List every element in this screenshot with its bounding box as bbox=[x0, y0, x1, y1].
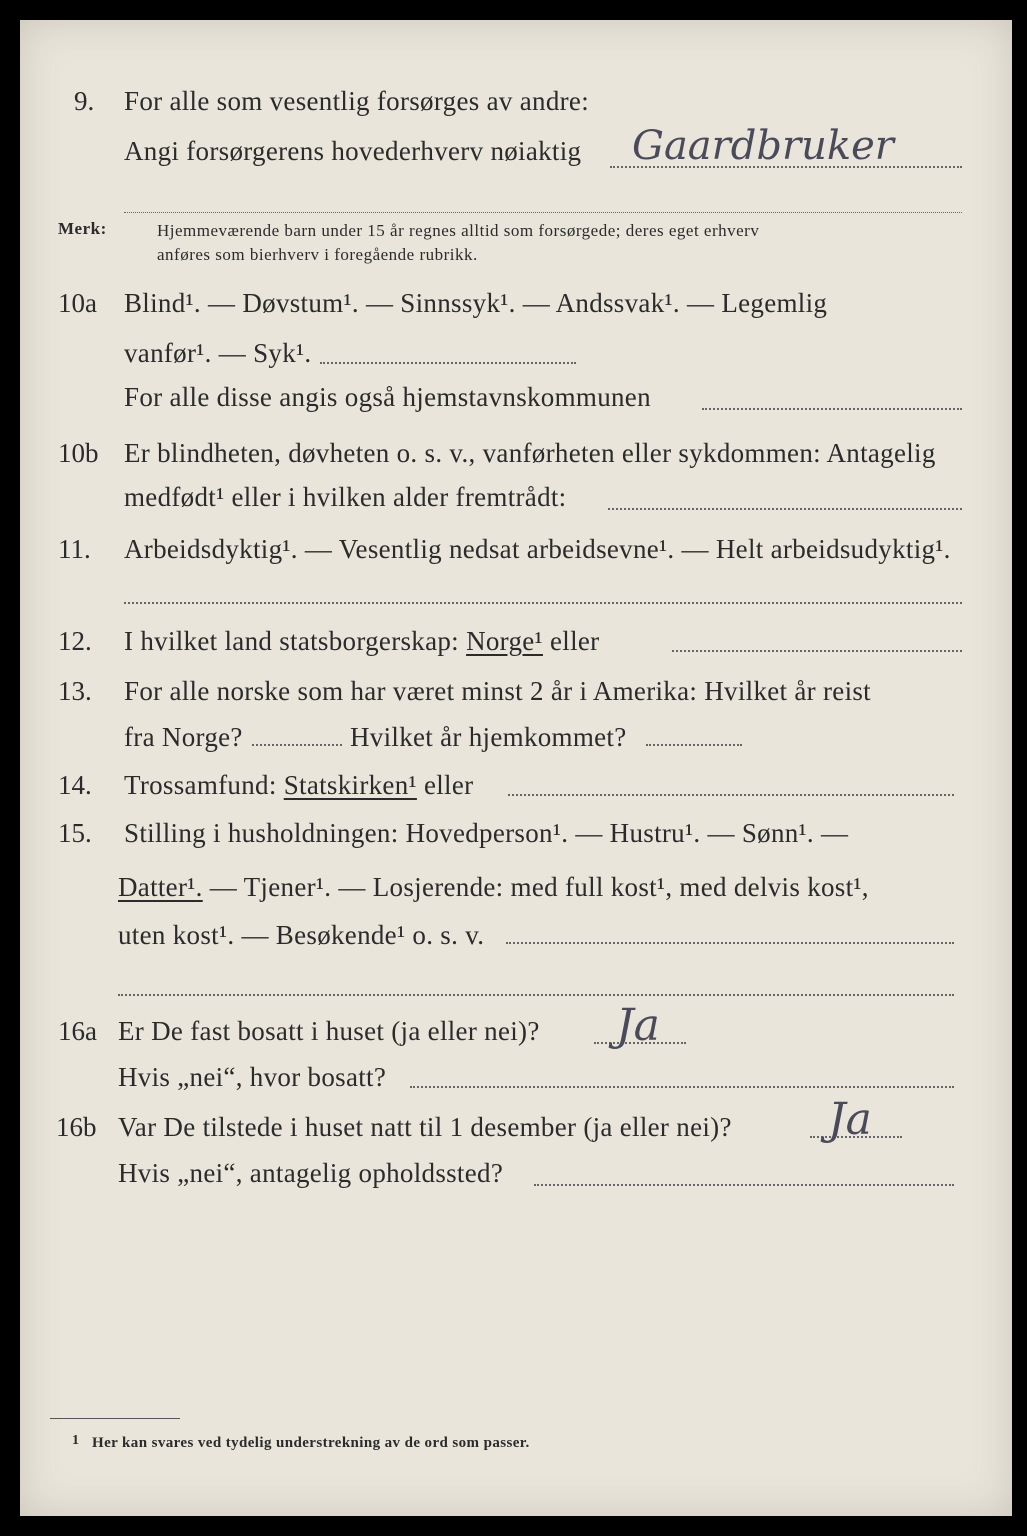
q13-number: 13. bbox=[58, 676, 92, 706]
footnote-text: Her kan svares ved tydelig understrekning av de ord som passer. bbox=[92, 1435, 530, 1451]
q16b-line1: Var De tilstede i huset natt til 1 desember (ja eller nei)? bbox=[118, 1112, 732, 1142]
q14-number: 14. bbox=[58, 770, 92, 800]
q9-handwritten-answer: Gaardbruker bbox=[632, 123, 894, 169]
q14-prefix: Trossamfund: bbox=[124, 770, 277, 800]
q15-datter-underlined: Datter¹. bbox=[118, 872, 203, 902]
q12-prefix: I hvilket land statsborgerskap: bbox=[124, 626, 459, 656]
q10a-line3: For alle disse angis også hjemstavnskommunen bbox=[124, 382, 651, 412]
q13-line2b: Hvilket år hjemkommet? bbox=[350, 722, 627, 752]
q13-line2a: fra Norge? bbox=[124, 722, 243, 752]
q12-norge-underlined: Norge¹ bbox=[466, 626, 543, 656]
q10b-answer-line bbox=[608, 508, 962, 510]
footnote-rule bbox=[50, 1418, 180, 1419]
q15-line3: uten kost¹. — Besøkende¹ o. s. v. bbox=[118, 920, 485, 950]
q10a-syk-line bbox=[320, 362, 576, 364]
q15-answer-line bbox=[506, 942, 954, 944]
separator-line bbox=[124, 212, 962, 213]
q14-line bbox=[124, 770, 473, 800]
q15-line1: Stilling i husholdningen: Hovedperson¹. — Hustru¹. — Sønn¹. — bbox=[124, 818, 849, 848]
q10a-line2: vanfør¹. — Syk¹. bbox=[124, 338, 312, 368]
q12-number: 12. bbox=[58, 626, 92, 656]
q12-line bbox=[124, 626, 599, 656]
q10b-number: 10b bbox=[58, 438, 99, 468]
q12-suffix: eller bbox=[550, 626, 600, 656]
census-form-page bbox=[20, 20, 1012, 1516]
q13-reist-line bbox=[252, 744, 342, 746]
q10a-number: 10a bbox=[58, 288, 97, 318]
q15-line2: — Tjener¹. — Losjerende: med full kost¹, med delvis kost¹, bbox=[209, 872, 869, 902]
q16a-line1: Er De fast bosatt i huset (ja eller nei)? bbox=[118, 1016, 540, 1046]
q16a-number: 16a bbox=[58, 1016, 97, 1046]
q9-text: For alle som vesentlig forsørges av andre: bbox=[124, 86, 589, 116]
q14-answer-line bbox=[508, 794, 954, 796]
q10b-line2: medfødt¹ eller i hvilken alder fremtrådt: bbox=[124, 482, 567, 512]
merk-line2: anføres som bierhverv i foregående rubrikk. bbox=[157, 245, 478, 264]
q11-line1: Arbeidsdyktig¹. — Vesentlig nedsat arbeidsevne¹. — Helt arbeidsudyktig¹. bbox=[124, 534, 951, 564]
q9-number: 9. bbox=[74, 86, 95, 116]
q9-line2: Angi forsørgerens hovederhverv nøiaktig bbox=[124, 136, 582, 166]
q14-statskirken-underlined: Statskirken¹ bbox=[283, 770, 417, 800]
q12-answer-line bbox=[672, 650, 962, 652]
q13-hjemkommet-line bbox=[646, 744, 742, 746]
q16a-line2: Hvis „nei“, hvor bosatt? bbox=[118, 1062, 387, 1092]
q15-number: 15. bbox=[58, 818, 92, 848]
footnote-mark: 1 bbox=[72, 1433, 80, 1448]
q15-extra-line bbox=[118, 994, 954, 996]
q16b-opholdssted-line bbox=[534, 1184, 954, 1186]
q16a-bosatt-line bbox=[410, 1086, 954, 1088]
q16b-line2: Hvis „nei“, antagelig opholdssted? bbox=[118, 1158, 504, 1188]
q10b-line1: Er blindheten, døvheten o. s. v., vanførheten eller sykdommen: Antagelig bbox=[124, 438, 936, 468]
q11-number: 11. bbox=[58, 534, 91, 564]
q16b-number: 16b bbox=[56, 1112, 97, 1142]
q11-answer-line bbox=[124, 602, 962, 604]
q16a-handwritten-answer: Ja bbox=[616, 1000, 660, 1051]
q13-line1: For alle norske som har været minst 2 år i Amerika: Hvilket år reist bbox=[124, 676, 871, 706]
q15-line2-wrap bbox=[118, 872, 869, 902]
q10a-hjemstavn-line bbox=[702, 408, 962, 410]
q14-suffix: eller bbox=[423, 770, 474, 800]
q10a-line1: Blind¹. — Døvstum¹. — Sinnssyk¹. — Andssvak¹. — Legemlig bbox=[124, 288, 828, 318]
q16b-handwritten-answer: Ja bbox=[828, 1094, 872, 1145]
merk-label: Merk: bbox=[58, 219, 107, 238]
merk-line1: Hjemmeværende barn under 15 år regnes alltid som forsørgede; deres eget erhverv bbox=[157, 221, 760, 240]
